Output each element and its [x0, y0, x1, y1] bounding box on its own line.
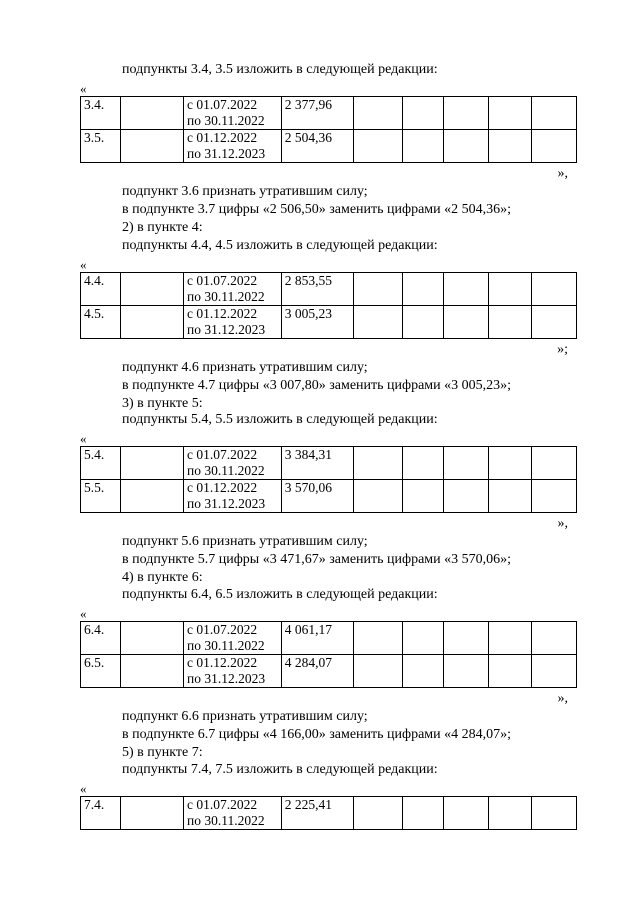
period-cell — [184, 622, 282, 655]
empty-cell — [532, 273, 577, 306]
empty-cell — [402, 306, 443, 339]
period-start: с 01.12.2022 — [187, 480, 258, 495]
empty-cell — [444, 480, 489, 513]
period-start: с 01.07.2022 — [187, 797, 258, 812]
amendment-line: 5) в пункте 7: — [122, 745, 203, 760]
tariff-value: 3 005,23 — [281, 306, 353, 339]
empty-cell — [532, 130, 577, 163]
empty-cell — [121, 447, 184, 480]
amendment-table — [80, 621, 577, 688]
amendment-line: подпункт 4.6 признать утратившим силу; — [122, 360, 368, 375]
empty-cell — [488, 622, 532, 655]
period-end: по 30.11.2022 — [187, 638, 265, 653]
empty-cell — [532, 480, 577, 513]
period-start: с 01.12.2022 — [187, 306, 258, 321]
opening-quote: « — [80, 431, 87, 446]
period-end: по 31.12.2023 — [187, 496, 266, 511]
closing-quote: »; — [557, 342, 568, 357]
amendment-line: 2) в пункте 4: — [122, 220, 203, 235]
period-start: с 01.07.2022 — [187, 273, 258, 288]
table-row — [81, 622, 577, 655]
table-row — [81, 306, 577, 339]
empty-cell — [488, 655, 532, 688]
empty-cell — [532, 622, 577, 655]
empty-cell — [353, 447, 402, 480]
amendment-line: подпункт 3.6 признать утратившим силу; — [122, 184, 368, 199]
amendment-table — [80, 272, 577, 339]
amendment-line: подпункт 5.6 признать утратившим силу; — [122, 534, 368, 549]
opening-quote: « — [80, 81, 87, 96]
item-number: 6.4. — [81, 622, 121, 655]
empty-cell — [532, 306, 577, 339]
amendment-intro: подпункты 6.4, 6.5 изложить в следующей редакции: — [122, 587, 438, 602]
tariff-value: 3 384,31 — [281, 447, 353, 480]
amendment-line: в подпункте 4.7 цифры «3 007,80» заменить цифрами «3 005,23»; — [122, 378, 512, 393]
amendment-intro: подпункты 3.4, 3.5 изложить в следующей редакции: — [122, 62, 438, 77]
period-end: по 30.11.2022 — [187, 289, 265, 304]
period-end: по 31.12.2023 — [187, 322, 266, 337]
empty-cell — [532, 655, 577, 688]
empty-cell — [353, 622, 402, 655]
empty-cell — [488, 130, 532, 163]
empty-cell — [353, 306, 402, 339]
empty-cell — [444, 306, 489, 339]
closing-quote: », — [557, 516, 568, 531]
empty-cell — [488, 480, 532, 513]
period-end: по 30.11.2022 — [187, 463, 265, 478]
empty-cell — [402, 797, 443, 830]
period-start: с 01.07.2022 — [187, 447, 258, 462]
period-cell — [184, 447, 282, 480]
tariff-value: 2 853,55 — [281, 273, 353, 306]
amendment-intro: подпункты 5.4, 5.5 изложить в следующей редакции: — [122, 412, 438, 427]
empty-cell — [402, 655, 443, 688]
empty-cell — [444, 273, 489, 306]
empty-cell — [444, 797, 489, 830]
empty-cell — [488, 306, 532, 339]
amendment-line: 4) в пункте 6: — [122, 570, 203, 585]
amendment-table — [80, 96, 577, 163]
opening-quote: « — [80, 257, 87, 272]
empty-cell — [532, 797, 577, 830]
closing-quote: », — [557, 166, 568, 181]
item-number: 5.5. — [81, 480, 121, 513]
empty-cell — [444, 655, 489, 688]
period-start: с 01.12.2022 — [187, 655, 258, 670]
period-cell — [184, 480, 282, 513]
period-cell — [184, 655, 282, 688]
amendment-line: в подпункте 5.7 цифры «3 471,67» заменить цифрами «3 570,06»; — [122, 552, 512, 567]
item-number: 3.5. — [81, 130, 121, 163]
empty-cell — [353, 797, 402, 830]
empty-cell — [353, 97, 402, 130]
empty-cell — [121, 306, 184, 339]
table-row — [81, 480, 577, 513]
item-number: 5.4. — [81, 447, 121, 480]
amendment-intro: подпункты 7.4, 7.5 изложить в следующей редакции: — [122, 762, 438, 777]
tariff-value: 4 061,17 — [281, 622, 353, 655]
amendment-line: в подпункте 6.7 цифры «4 166,00» заменить цифрами «4 284,07»; — [122, 727, 512, 742]
empty-cell — [353, 130, 402, 163]
empty-cell — [444, 97, 489, 130]
empty-cell — [402, 130, 443, 163]
item-number: 4.5. — [81, 306, 121, 339]
empty-cell — [353, 655, 402, 688]
period-cell — [184, 130, 282, 163]
empty-cell — [444, 622, 489, 655]
amendment-intro: подпункты 4.4, 4.5 изложить в следующей редакции: — [122, 238, 438, 253]
empty-cell — [402, 622, 443, 655]
period-cell — [184, 797, 282, 830]
item-number: 3.4. — [81, 97, 121, 130]
tariff-value: 3 570,06 — [281, 480, 353, 513]
empty-cell — [121, 622, 184, 655]
item-number: 4.4. — [81, 273, 121, 306]
amendment-line: 3) в пункте 5: — [122, 396, 203, 411]
empty-cell — [488, 97, 532, 130]
empty-cell — [532, 97, 577, 130]
period-end: по 30.11.2022 — [187, 113, 265, 128]
empty-cell — [353, 273, 402, 306]
empty-cell — [488, 447, 532, 480]
empty-cell — [353, 480, 402, 513]
empty-cell — [444, 130, 489, 163]
tariff-value: 4 284,07 — [281, 655, 353, 688]
empty-cell — [121, 130, 184, 163]
empty-cell — [532, 447, 577, 480]
empty-cell — [444, 447, 489, 480]
tariff-value: 2 225,41 — [281, 797, 353, 830]
empty-cell — [402, 480, 443, 513]
item-number: 7.4. — [81, 797, 121, 830]
empty-cell — [121, 97, 184, 130]
opening-quote: « — [80, 606, 87, 621]
empty-cell — [121, 273, 184, 306]
table-row — [81, 273, 577, 306]
table-row — [81, 797, 577, 830]
table-row — [81, 447, 577, 480]
period-end: по 30.11.2022 — [187, 813, 265, 828]
period-cell — [184, 273, 282, 306]
amendment-line: в подпункте 3.7 цифры «2 506,50» заменить цифрами «2 504,36»; — [122, 202, 512, 217]
amendment-line: подпункт 6.6 признать утратившим силу; — [122, 709, 368, 724]
empty-cell — [488, 273, 532, 306]
empty-cell — [402, 447, 443, 480]
period-cell — [184, 97, 282, 130]
empty-cell — [121, 480, 184, 513]
opening-quote: « — [80, 781, 87, 796]
period-start: с 01.07.2022 — [187, 97, 258, 112]
amendment-table — [80, 796, 577, 830]
period-cell — [184, 306, 282, 339]
closing-quote: », — [557, 691, 568, 706]
table-row — [81, 130, 577, 163]
table-row — [81, 97, 577, 130]
item-number: 6.5. — [81, 655, 121, 688]
tariff-value: 2 504,36 — [281, 130, 353, 163]
period-end: по 31.12.2023 — [187, 146, 266, 161]
empty-cell — [488, 797, 532, 830]
period-start: с 01.07.2022 — [187, 622, 258, 637]
empty-cell — [402, 97, 443, 130]
empty-cell — [121, 797, 184, 830]
empty-cell — [402, 273, 443, 306]
table-row — [81, 655, 577, 688]
period-start: с 01.12.2022 — [187, 130, 258, 145]
empty-cell — [121, 655, 184, 688]
tariff-value: 2 377,96 — [281, 97, 353, 130]
period-end: по 31.12.2023 — [187, 671, 266, 686]
amendment-table — [80, 446, 577, 513]
